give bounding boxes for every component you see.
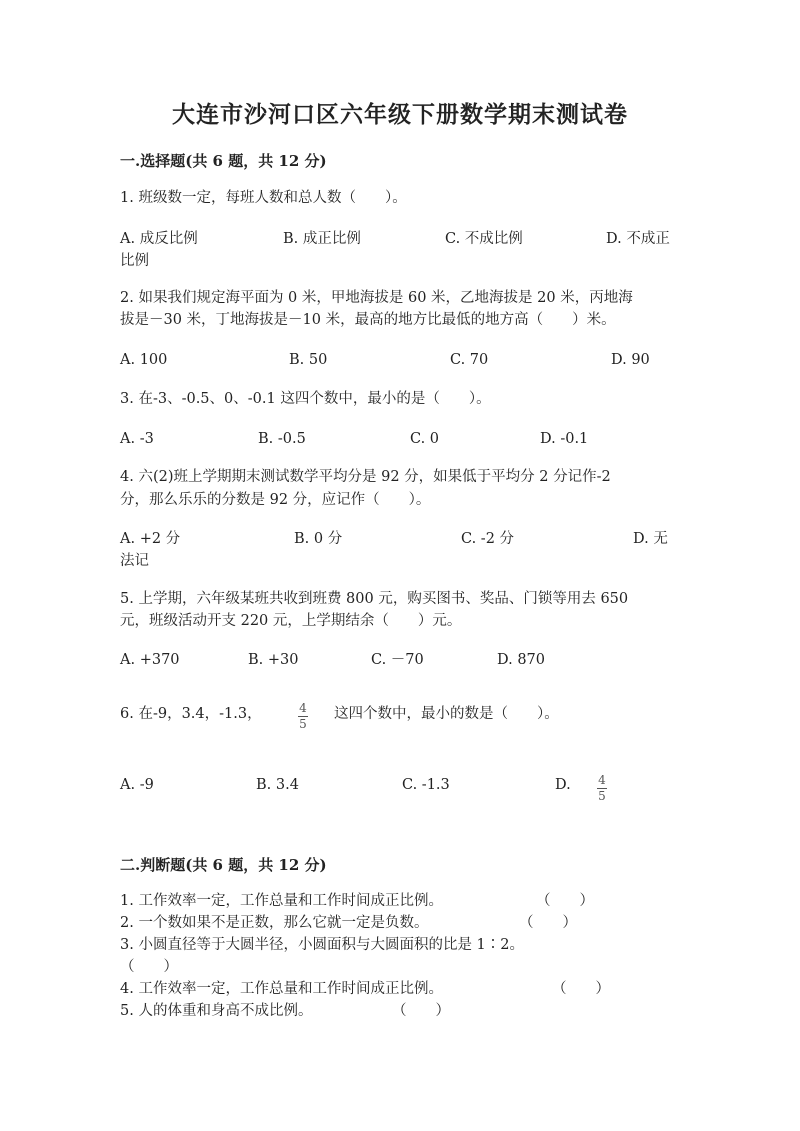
q6-fraction-numerator: 4 — [299, 701, 307, 715]
question-5-line-2: 元，班级活动开支 220 元，上学期结余（ ）元。 — [120, 613, 462, 629]
q6-d-fraction-numerator: 4 — [598, 773, 606, 787]
q1-option-d-wrap: 比例 — [120, 253, 149, 269]
q3-option-c: C. 0 — [410, 431, 440, 447]
q5-option-c: C. －70 — [371, 652, 424, 668]
q4-option-d: D. 无 — [633, 531, 668, 547]
q4-option-b: B. 0 分 — [294, 531, 343, 547]
judgement-item-4: 4. 工作效率一定，工作总量和工作时间成正比例。 — [120, 981, 443, 997]
question-3-stem: 3. 在-3、-0.5、0、-0.1 这四个数中，最小的是（ ）。 — [120, 391, 491, 407]
q5-option-a: A. +370 — [120, 652, 180, 668]
q2-option-d: D. 90 — [611, 352, 650, 368]
q6-fraction — [298, 697, 308, 731]
q1-option-b: B. 成正比例 — [283, 231, 361, 247]
q5-option-b: B. +30 — [248, 652, 299, 668]
q4-option-c: C. -2 分 — [461, 531, 515, 547]
q1-option-a: A. 成反比例 — [120, 231, 198, 247]
question-4-line-1: 4. 六(2)班上学期期末测试数学平均分是 92 分，如果低于平均分 2 分记作-2 — [120, 469, 611, 485]
question-1-stem: 1. 班级数一定，每班人数和总人数（ ）。 — [120, 190, 407, 206]
q6-option-d: D. — [555, 777, 571, 793]
q4-option-a: A. +2 分 — [120, 531, 181, 547]
q6-d-fraction-denominator: 5 — [598, 789, 606, 803]
judgement-4-answer-paren: （ ） — [552, 981, 610, 997]
q5-option-d: D. 870 — [497, 652, 546, 668]
judgement-2-answer-paren: （ ） — [519, 915, 577, 931]
q1-option-d: D. 不成正 — [606, 231, 670, 247]
q6-fraction-denominator: 5 — [299, 717, 307, 731]
section-heading-choice: 一.选择题(共 6 题，共 12 分) — [120, 152, 327, 170]
question-5-line-1: 5. 上学期，六年级某班共收到班费 800 元，购买图书、奖品、门锁等用去 650 — [120, 591, 629, 607]
question-2-line-2: 拔是－30 米，丁地海拔是－10 米，最高的地方比最低的地方高（ ）米。 — [120, 312, 616, 328]
q3-option-b: B. -0.5 — [258, 431, 306, 447]
judgement-item-2: 2. 一个数如果不是正数，那么它就一定是负数。 — [120, 915, 429, 931]
q6-option-d-fraction — [597, 769, 607, 803]
question-2-line-1: 2. 如果我们规定海平面为 0 米，甲地海拔是 60 米，乙地海拔是 20 米，丙地海 — [120, 290, 633, 306]
q6-option-a: A. -9 — [120, 777, 154, 793]
question-6-stem-start: 6. 在-9，3.4，-1.3， — [120, 706, 262, 722]
judgement-item-1: 1. 工作效率一定，工作总量和工作时间成正比例。 — [120, 893, 443, 909]
q4-option-d-wrap: 法记 — [120, 553, 149, 569]
question-6-stem-end: 这四个数中，最小的数是（ ）。 — [334, 706, 559, 722]
q2-option-c: C. 70 — [450, 352, 489, 368]
q3-option-d: D. -0.1 — [540, 431, 589, 447]
judgement-5-answer-paren: （ ） — [392, 1003, 450, 1019]
q6-option-c: C. -1.3 — [402, 777, 450, 793]
judgement-item-5: 5. 人的体重和身高不成比例。 — [120, 1003, 313, 1019]
judgement-item-3: 3. 小圆直径等于大圆半径，小圆面积与大圆面积的比是 1∶2。 — [120, 937, 525, 953]
page-title: 大连市沙河口区六年级下册数学期末测试卷 — [172, 101, 628, 128]
q2-option-a: A. 100 — [120, 352, 168, 368]
q3-option-a: A. -3 — [120, 431, 154, 447]
q1-option-c: C. 不成比例 — [445, 231, 523, 247]
q6-option-b: B. 3.4 — [256, 777, 299, 793]
q2-option-b: B. 50 — [289, 352, 328, 368]
judgement-1-answer-paren: （ ） — [536, 893, 594, 909]
question-4-line-2: 分，那么乐乐的分数是 92 分，应记作（ ）。 — [120, 492, 431, 508]
section-heading-judgement: 二.判断题(共 6 题，共 12 分) — [120, 856, 327, 874]
judgement-3-answer-paren: （ ） — [120, 959, 178, 975]
